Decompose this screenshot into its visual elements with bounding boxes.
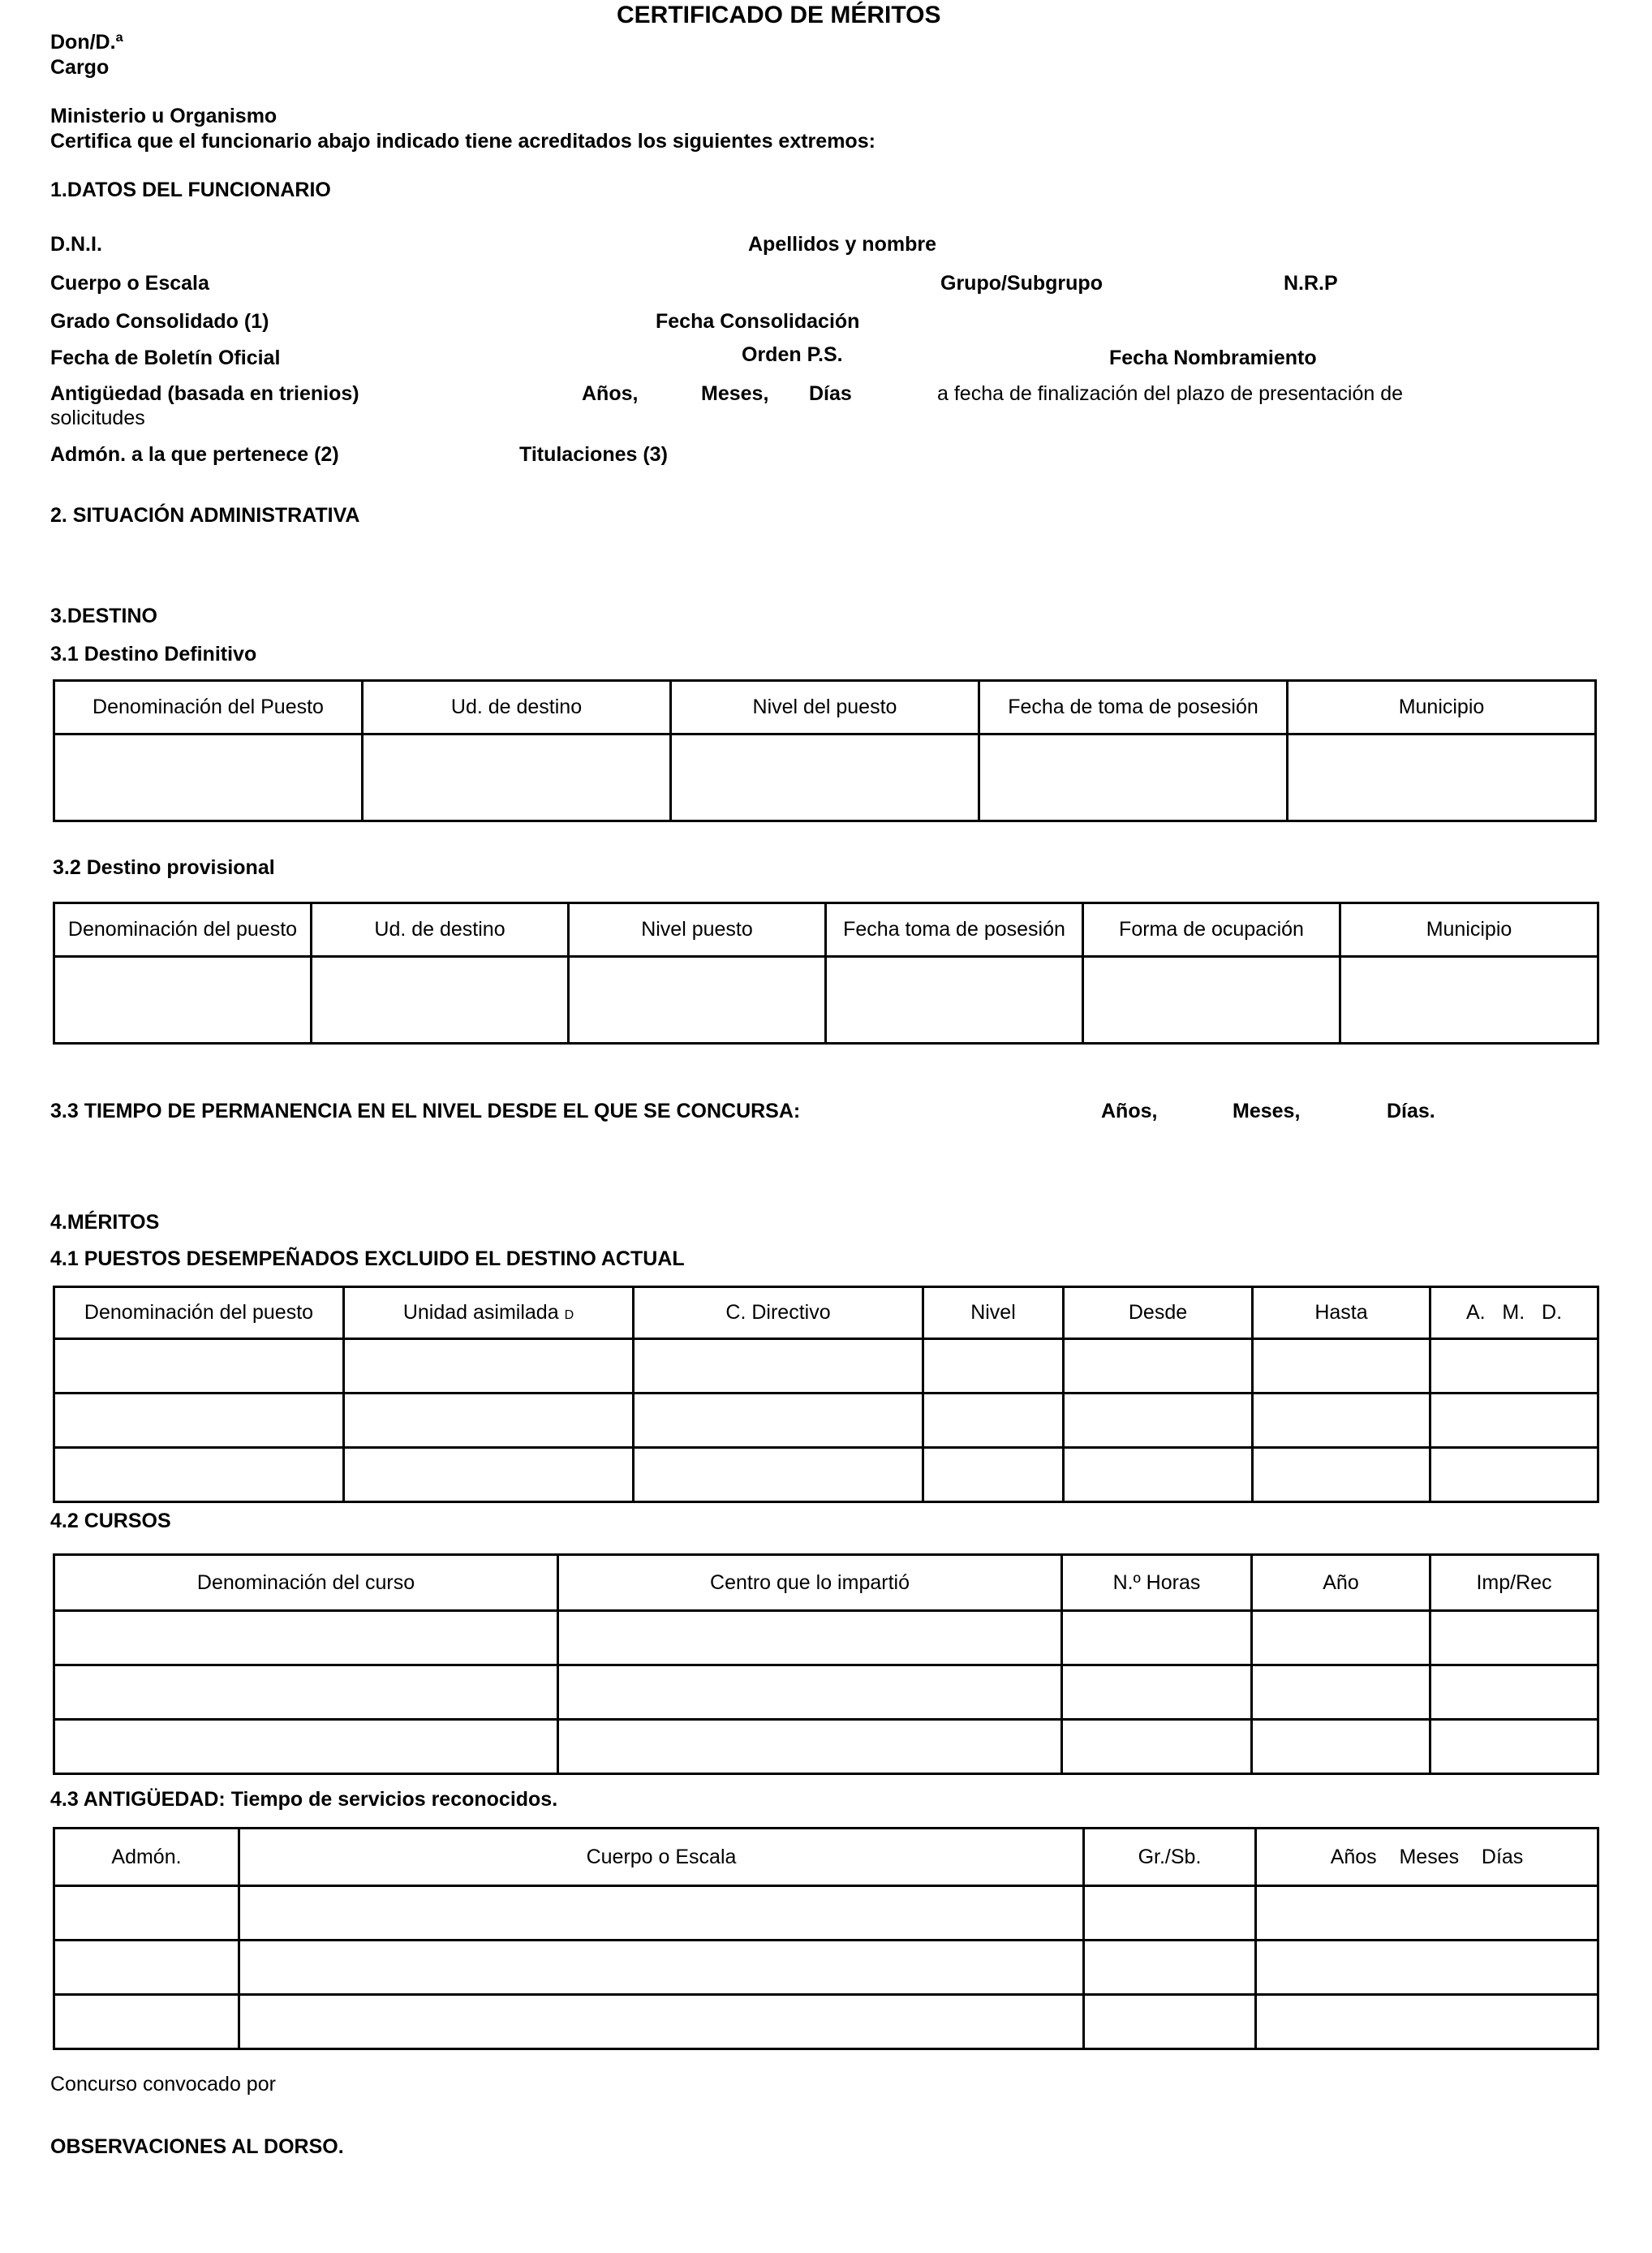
table-header-cell: Nivel del puesto — [671, 681, 979, 734]
destino-provisional-heading: 3.2 Destino provisional — [53, 856, 275, 879]
table-cell[interactable] — [1430, 1339, 1598, 1394]
antiguedad-table — [53, 1827, 1599, 2050]
table-header-cell: Ud. de destino — [363, 681, 671, 734]
table-cell[interactable] — [979, 734, 1288, 821]
table-cell[interactable] — [1256, 1941, 1598, 1995]
table-cell[interactable] — [634, 1339, 923, 1394]
table-cell[interactable] — [1253, 1394, 1430, 1448]
table-cell[interactable] — [1084, 1941, 1256, 1995]
table-cell[interactable] — [344, 1339, 634, 1394]
table-cell[interactable] — [1062, 1720, 1252, 1774]
table-header-cell: Fecha de toma de posesión — [979, 681, 1288, 734]
table-cell[interactable] — [363, 734, 671, 821]
puestos-table — [53, 1286, 1599, 1503]
table-header-cell: Nivel — [923, 1287, 1064, 1339]
table-cell[interactable] — [1256, 1886, 1598, 1941]
table-cell[interactable] — [54, 1448, 344, 1502]
cargo-label: Cargo — [50, 56, 110, 79]
table-header-cell: Centro que lo impartió — [558, 1555, 1062, 1611]
table-cell[interactable] — [1288, 734, 1596, 821]
grado-label: Grado Consolidado (1) — [50, 310, 269, 333]
a-fecha-text: a fecha de finalización del plazo de presentación de — [937, 382, 1404, 405]
table-cell[interactable] — [558, 1611, 1062, 1665]
dni-label: D.N.I. — [50, 233, 102, 256]
table-cell[interactable] — [1253, 1339, 1430, 1394]
section-2-heading: 2. SITUACIÓN ADMINISTRATIVA — [50, 504, 360, 527]
table-header-cell: Admón. — [54, 1829, 239, 1886]
table-cell[interactable] — [1253, 1448, 1430, 1502]
table-cell[interactable] — [1064, 1448, 1253, 1502]
nrp-label: N.R.P — [1284, 272, 1338, 295]
section-3-heading: 3.DESTINO — [50, 605, 157, 627]
table-header-cell: Denominación del puesto — [54, 1287, 344, 1339]
table-header-cell: Municipio — [1288, 681, 1596, 734]
table-header-cell: Hasta — [1253, 1287, 1430, 1339]
table-cell[interactable] — [54, 1941, 239, 1995]
table-cell[interactable] — [1430, 1448, 1598, 1502]
table-cell[interactable] — [1252, 1720, 1430, 1774]
table-header-cell: Año — [1252, 1555, 1430, 1611]
table-cell[interactable] — [1084, 1886, 1256, 1941]
table-cell[interactable] — [1252, 1665, 1430, 1720]
puestos-heading: 4.1 PUESTOS DESEMPEÑADOS EXCLUIDO EL DESTINO ACTUAL — [50, 1247, 685, 1270]
table-header-cell: Nivel puesto — [569, 903, 826, 957]
table-cell[interactable] — [54, 734, 363, 821]
table-header-cell: A. M. D. — [1430, 1287, 1598, 1339]
section-1-heading: 1.DATOS DEL FUNCIONARIO — [50, 179, 331, 201]
antiguedad-label: Antigüedad (basada en trienios) — [50, 382, 359, 405]
titulaciones-label: Titulaciones (3) — [519, 443, 668, 466]
table-cell[interactable] — [1430, 1720, 1598, 1774]
cursos-table — [53, 1553, 1599, 1775]
table-cell[interactable] — [826, 957, 1083, 1044]
table-header-cell: Forma de ocupación — [1083, 903, 1340, 957]
table-cell[interactable] — [344, 1448, 634, 1502]
tiempo-dias-label: Días. — [1387, 1100, 1435, 1122]
tiempo-anos-label: Años, — [1101, 1100, 1158, 1122]
table-header-cell: Ud. de destino — [312, 903, 569, 957]
certifica-text: Certifica que el funcionario abajo indicado tiene acreditados los siguientes extremos: — [50, 130, 875, 153]
table-cell[interactable] — [634, 1448, 923, 1502]
table-cell[interactable] — [54, 1339, 344, 1394]
table-cell[interactable] — [239, 1886, 1084, 1941]
destino-definitivo-heading: 3.1 Destino Definitivo — [50, 643, 257, 666]
antiguedad-heading: 4.3 ANTIGÜEDAD: Tiempo de servicios reconocidos. — [50, 1788, 558, 1811]
concurso-text: Concurso convocado por — [50, 2073, 276, 2096]
unidad-asimilada-suffix: D — [564, 1308, 574, 1322]
table-cell[interactable] — [558, 1720, 1062, 1774]
table-cell[interactable] — [1430, 1611, 1598, 1665]
fecha-boletin-label: Fecha de Boletín Oficial — [50, 347, 281, 369]
table-header-cell: Fecha toma de posesión — [826, 903, 1083, 957]
anos-label: Años, — [582, 382, 639, 405]
table-cell[interactable] — [1430, 1665, 1598, 1720]
table-cell[interactable] — [634, 1394, 923, 1448]
table-cell[interactable] — [569, 957, 826, 1044]
fecha-nombramiento-label: Fecha Nombramiento — [1109, 347, 1317, 369]
table-cell[interactable] — [1340, 957, 1598, 1044]
solicitudes-text: solicitudes — [50, 407, 145, 429]
don-label: Don/D.ª — [50, 31, 123, 54]
table-cell[interactable] — [1252, 1611, 1430, 1665]
table-cell[interactable] — [1062, 1611, 1252, 1665]
tiempo-permanencia-label: 3.3 TIEMPO DE PERMANENCIA EN EL NIVEL DESDE EL QUE SE CONCURSA: — [50, 1100, 801, 1122]
observaciones-text: OBSERVACIONES AL DORSO. — [50, 2135, 344, 2158]
table-cell[interactable] — [1083, 957, 1340, 1044]
table-cell[interactable] — [1084, 1995, 1256, 2049]
fecha-consolidacion-label: Fecha Consolidación — [656, 310, 860, 333]
table-header-cell: Desde — [1064, 1287, 1253, 1339]
table-cell[interactable] — [54, 957, 312, 1044]
table-cell[interactable] — [1430, 1394, 1598, 1448]
page-title: CERTIFICADO DE MÉRITOS — [617, 2, 941, 28]
table-header-cell: C. Directivo — [634, 1287, 923, 1339]
table-cell[interactable] — [54, 1886, 239, 1941]
table-cell[interactable] — [558, 1665, 1062, 1720]
table-header-cell: Cuerpo o Escala — [239, 1829, 1084, 1886]
table-cell[interactable] — [671, 734, 979, 821]
orden-label: Orden P.S. — [742, 343, 843, 366]
table-cell[interactable] — [923, 1339, 1064, 1394]
table-cell[interactable] — [1062, 1665, 1252, 1720]
apellidos-label: Apellidos y nombre — [748, 233, 936, 256]
admon-label: Admón. a la que pertenece (2) — [50, 443, 339, 466]
table-cell[interactable] — [54, 1611, 558, 1665]
destino-provisional-table — [53, 902, 1599, 1045]
ministerio-label: Ministerio u Organismo — [50, 105, 277, 127]
table-cell[interactable] — [923, 1448, 1064, 1502]
table-header-cell: Denominación del Puesto — [54, 681, 363, 734]
tiempo-meses-label: Meses, — [1233, 1100, 1301, 1122]
table-cell[interactable] — [312, 957, 569, 1044]
table-header-cell: Imp/Rec — [1430, 1555, 1598, 1611]
table-header-cell: Municipio — [1340, 903, 1598, 957]
table-cell[interactable] — [1256, 1995, 1598, 2049]
meses-label: Meses, — [701, 382, 769, 405]
table-cell[interactable] — [239, 1941, 1084, 1995]
table-cell[interactable] — [54, 1665, 558, 1720]
table-cell[interactable] — [54, 1720, 558, 1774]
grupo-label: Grupo/Subgrupo — [940, 272, 1103, 295]
table-cell[interactable] — [1064, 1339, 1253, 1394]
table-header-cell: N.º Horas — [1062, 1555, 1252, 1611]
cursos-heading: 4.2 CURSOS — [50, 1510, 171, 1532]
table-header-cell: Denominación del curso — [54, 1555, 558, 1611]
table-cell[interactable] — [344, 1394, 634, 1448]
table-header-cell: Gr./Sb. — [1084, 1829, 1256, 1886]
table-cell[interactable] — [923, 1394, 1064, 1448]
table-cell[interactable] — [1064, 1394, 1253, 1448]
destino-definitivo-table — [53, 679, 1597, 822]
table-cell[interactable] — [54, 1394, 344, 1448]
table-header-cell: Años Meses Días — [1256, 1829, 1598, 1886]
table-cell[interactable] — [54, 1995, 239, 2049]
table-cell[interactable] — [239, 1995, 1084, 2049]
section-4-heading: 4.MÉRITOS — [50, 1211, 160, 1234]
table-header-cell: Denominación del puesto — [54, 903, 312, 957]
table-header-cell — [344, 1287, 634, 1339]
unidad-asimilada-label: Unidad asimilada — [402, 1301, 559, 1324]
cuerpo-label: Cuerpo o Escala — [50, 272, 209, 295]
dias-label: Días — [809, 382, 852, 405]
